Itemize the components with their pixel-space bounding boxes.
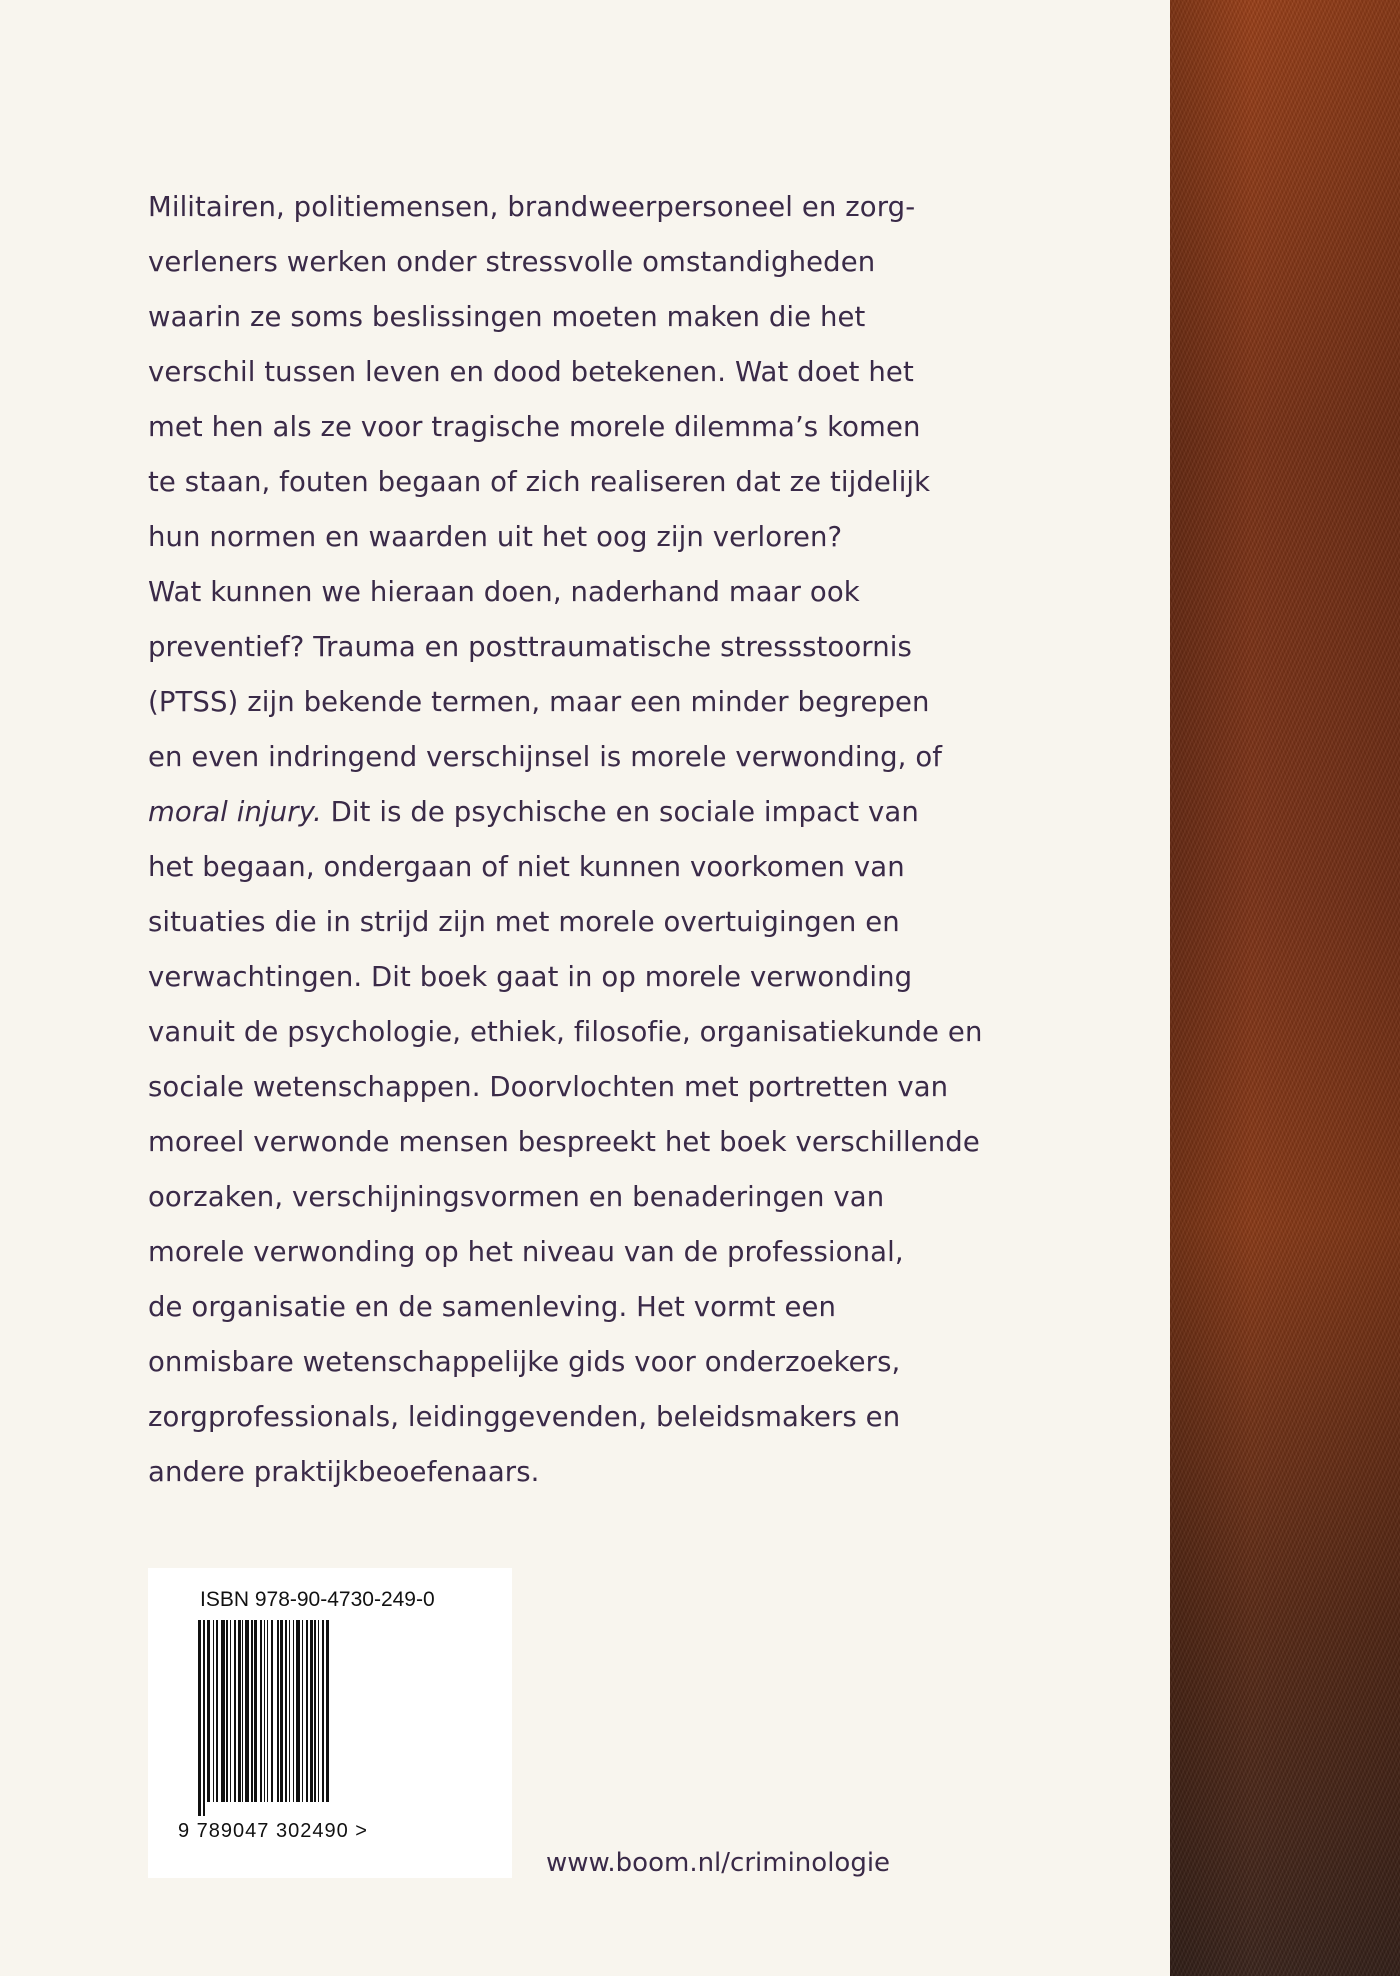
blurb-line-rest: Dit is de psychische en sociale impact van — [321, 796, 919, 828]
barcode-bar — [289, 1620, 290, 1802]
barcode-bar — [242, 1620, 243, 1802]
blurb-line-moral-injury — [148, 785, 1048, 840]
blurb-line: Militairen, politiemensen, brandweerpersoneel en zorg- — [148, 191, 916, 223]
barcode-bar — [285, 1620, 287, 1802]
blurb-text — [148, 180, 1048, 1500]
blurb-line: andere praktijkbeoefenaars. — [148, 1456, 540, 1488]
barcode-bar — [230, 1620, 231, 1802]
barcode-bar — [221, 1620, 225, 1802]
blurb-line: het begaan, ondergaan of niet kunnen voorkomen van — [148, 851, 905, 883]
blurb-line: verleners werken onder stressvolle omstandigheden — [148, 246, 876, 278]
blurb-line: sociale wetenschappen. Doorvlochten met portretten van — [148, 1071, 949, 1103]
blurb-line: vanuit de psychologie, ethiek, filosofie, organisatiekunde en — [148, 1016, 983, 1048]
barcode-bar — [318, 1620, 319, 1802]
blurb-line: situaties die in strijd zijn met morele overtuigingen en — [148, 906, 900, 938]
barcode-bar — [216, 1620, 218, 1802]
blurb-line: waarin ze soms beslissingen moeten maken die het — [148, 301, 866, 333]
blurb-line: en even indringend verschijnsel is morele verwonding, of — [148, 741, 943, 773]
barcode-bar — [326, 1620, 329, 1802]
blurb-line: oorzaken, verschijningsvormen en benaderingen van — [148, 1181, 885, 1213]
barcode-bar — [260, 1620, 262, 1802]
barcode-bar — [280, 1620, 283, 1802]
barcode-bar — [267, 1620, 268, 1802]
barcode-bar — [302, 1620, 303, 1802]
barcode-bars — [198, 1620, 466, 1816]
barcode-bar — [314, 1620, 316, 1802]
blurb-line: verschil tussen leven en dood betekenen. Wat doet het — [148, 356, 914, 388]
isbn-label: ISBN 978-90-4730-249-0 — [200, 1588, 435, 1611]
barcode-bar — [245, 1620, 249, 1802]
blurb-line: hun normen en waarden uit het oog zijn verloren? — [148, 521, 843, 553]
barcode-bar — [296, 1620, 300, 1802]
barcode-bar — [271, 1620, 273, 1802]
blurb-line: zorgprofessionals, leidinggevenden, beleidsmakers en — [148, 1401, 901, 1433]
blurb-line: (PTSS) zijn bekende termen, maar een minder begrepen — [148, 686, 930, 718]
barcode-bar — [254, 1620, 257, 1802]
barcode-bar — [277, 1620, 279, 1802]
barcode-bar — [226, 1620, 228, 1802]
blurb-line: met hen als ze voor tragische morele dilemma’s komen — [148, 411, 921, 443]
blurb-line: onmisbare wetenschappelijke gids voor onderzoekers, — [148, 1346, 901, 1378]
barcode-bar — [213, 1620, 214, 1802]
italic-term: moral injury. — [148, 796, 322, 828]
barcode-bar — [306, 1620, 308, 1802]
barcode-bar — [251, 1620, 253, 1802]
isbn-barcode — [148, 1568, 512, 1878]
barcode-bar — [234, 1620, 236, 1802]
blurb-line: moreel verwonde mensen bespreekt het boek verschillende — [148, 1126, 980, 1158]
barcode-bar — [238, 1620, 241, 1802]
blurb-line: te staan, fouten begaan of zich realiseren dat ze tijdelijk — [148, 466, 931, 498]
blurb-line: verwachtingen. Dit boek gaat in op morele verwonding — [148, 961, 913, 993]
barcode-bar — [322, 1620, 324, 1802]
blurb-line: preventief? Trauma en posttraumatische stressstoornis — [148, 631, 912, 663]
barcode-bar — [293, 1620, 294, 1802]
barcode-bar — [203, 1620, 205, 1816]
blurb-line: Wat kunnen we hieraan doen, naderhand maar ook — [148, 576, 860, 608]
blurb-line: morele verwonding op het niveau van de professional, — [148, 1236, 904, 1268]
barcode-bar — [264, 1620, 265, 1802]
decorative-fabric-stripe — [1170, 0, 1400, 1976]
publisher-url[interactable]: www.boom.nl/criminologie — [546, 1848, 891, 1878]
barcode-bar — [310, 1620, 313, 1802]
barcode-bar — [207, 1620, 210, 1802]
barcode-bar — [198, 1620, 201, 1816]
barcode-digits: 9 789047 302490 > — [178, 1820, 368, 1842]
blurb-line: de organisatie en de samenleving. Het vormt een — [148, 1291, 837, 1323]
